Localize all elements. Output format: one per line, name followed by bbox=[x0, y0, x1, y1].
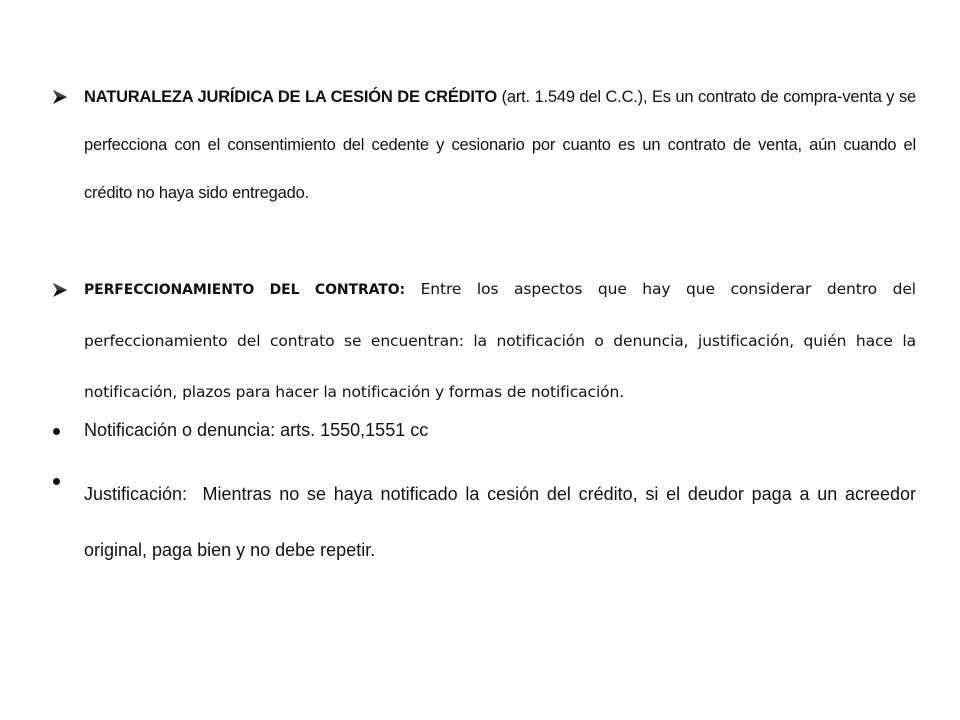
arrow-bullet-icon bbox=[52, 73, 82, 110]
item-heading: PERFECCIONAMIENTO DEL CONTRATO: bbox=[84, 282, 406, 298]
list-item-naturaleza bbox=[52, 73, 916, 217]
item-body: Entre los aspectos que hay que considerar dentro del perfeccionamiento del contrato se encuentran: la notificación o denuncia, justificación, quién hace la notificación, plazos para hacer la notificación y formas de notificación. bbox=[84, 280, 916, 401]
arrow-bullet-icon bbox=[52, 264, 82, 302]
item-heading: NATURALEZA JURÍDICA DE LA CESIÓN DE CRÉDITO bbox=[84, 88, 497, 106]
list-item-justificacion bbox=[52, 466, 922, 578]
dot-bullet-icon bbox=[52, 466, 82, 490]
dot-bullet-icon bbox=[52, 416, 82, 440]
list-item-perfeccionamiento bbox=[52, 264, 916, 418]
item-body: (art. 1.549 del C.C.), Es un contrato de compra-venta y se perfecciona con el consentimiento del cedente y cesionario por cuanto es un contrato de venta, aún cuando el crédito no haya sido entregado. bbox=[84, 88, 916, 202]
item-text: Notificación o denuncia: arts. 1550,1551 cc bbox=[84, 420, 429, 440]
item-text: Justificación: Mientras no se haya notificado la cesión del crédito, si el deudor paga a un acreedor original, paga bien y no debe repetir. bbox=[84, 484, 922, 560]
list-item-notificacion bbox=[52, 416, 916, 444]
